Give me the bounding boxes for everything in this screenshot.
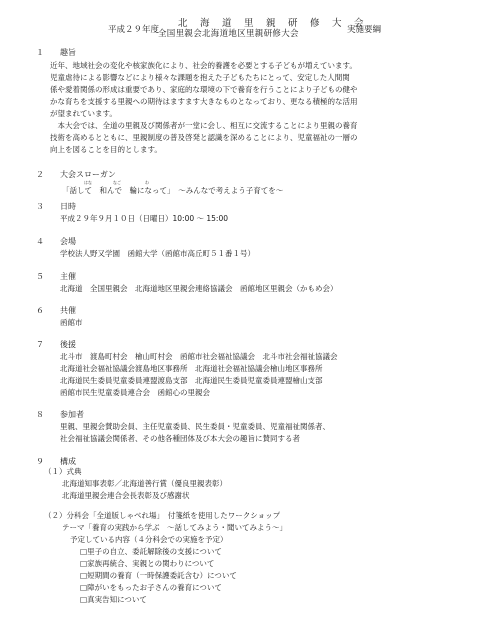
workshop-topic: □短期間の養育（一時保護委託含む）について [80,571,237,580]
section-4-title: 会場 [60,237,76,246]
section-7-title: 後援 [60,340,76,349]
section-1-title: 趣旨 [60,48,76,57]
workshop-topic: □障がいをもったお子さんの養育について [80,583,222,592]
section-1-line: 向上を図ることを目的とします。 [50,145,162,154]
ceremony-line: 北海道知事表彰／北海道善行賞（優良里親表彰） [62,479,227,488]
organizers: 北海道 全国里親会 北海道地区里親会連絡協議会 函館地区里親会（かもめ会） [60,284,338,293]
sponsor-line: 函館市民生児童委員連合会 函館心の里親会 [60,388,210,397]
slogan-ruby-nago: なご [113,180,121,185]
section-1-line: 近年、地域社会の変化や核家族化により、社会的養護を必要とする子どもが増えています。 [50,61,357,70]
section-2-title: 大会スローガン [60,170,116,179]
section-5-title: 主催 [60,272,76,281]
fiscal-year: 平成２９年度 [108,25,160,35]
subsection-1-label: （１）式典 [44,467,82,476]
section-6-title: 共催 [60,306,76,315]
section-4-number: ４ [36,237,44,246]
document-title: 北 海 道 里 親 研 修 大 会 [178,18,366,29]
participants-line: 社会福祉協議会関係者、その他各種団体及び本大会の趣旨に賛同する者 [60,434,300,443]
section-9-number: ９ [36,457,44,466]
workshop-topic: □家族再統合、実親との関わりについて [80,559,215,568]
section-1-line: 児童虐待による影響などにより様々な課題を抱えた子どもたちにとって、安定した人間関 [50,73,350,82]
section-1-line: が望まれています。 [50,109,117,118]
sponsor-line: 北海道民生委員児童委員連盟渡島支部 北海道民生委員児童委員連盟檜山支部 [60,376,323,385]
event-date: 平成２９年９月１０日（日曜日）10:00 ～ 15:00 [60,214,228,223]
workshop-topic: □里子の自立、委託解除後の支援について [80,547,222,556]
subsection-2-label: （２）分科会「全道版しゃべれ場」 付箋紙を使用したワークショップ [44,511,281,520]
workshop-topic: □真実告知について [80,595,147,604]
section-9-title: 構成 [60,457,76,466]
venue: 学校法人野又学園 函館大学（函館市高丘町５１番１号） [60,249,255,258]
section-1-line: 技術を高めるとともに、里親制度の普及啓発と認識を深めることにより、児童福祉の一層の [50,133,358,142]
section-3-title: 日時 [60,202,76,211]
sponsor-line: 北斗市 渡島町村会 檜山町村会 函館市社会福祉協議会 北斗市社会福祉協議会 [60,352,338,361]
section-1-line: 係や愛着関係の形成は重要であり、家庭的な環境の下で養育を行うことにより子どもの健や [50,85,358,94]
section-5-number: ５ [36,272,44,281]
slogan-ruby-wa: わ [145,180,149,185]
section-1-line: 本大会では、全道の里親及び関係者が一堂に会し、相互に交流することにより里親の養育 [50,121,358,130]
sponsor-line: 北海道社会福祉協議会渡島地区事務所 北海道社会福祉協議会檜山地区事務所 [60,364,323,373]
section-8-title: 参加者 [60,410,84,419]
ceremony-line: 北海道里親会連合会長表彰及び感謝状 [62,491,190,500]
section-1-number: １ [36,48,44,57]
section-6-number: ６ [36,306,44,315]
participants-line: 里親、里親会賛助会員、主任児童委員、民生委員・児童委員、児童福祉関係者、 [60,422,330,431]
document-subtitle: 全国里親会北海道地区里親研修大会 [158,29,299,39]
section-1-line: かな育ちを支援する里親への期待はますます大きなものとなっており、更なる積極的な活用 [50,97,358,106]
section-3-number: ３ [36,202,44,211]
slogan-ruby-hana: はな [84,180,92,185]
workshop-intro: 予定している内容（４分科会での実施を予定） [70,535,228,544]
workshop-theme: テーマ「養育の実践から学ぶ ～話してみよう・聞いてみよう～」 [62,523,287,532]
section-8-number: ８ [36,410,44,419]
co-organizer: 函館市 [60,318,83,327]
slogan-text: 「話して 和んで 輪になって」 ～みんなで考えよう子育てを～ [62,186,284,195]
section-7-number: ７ [36,340,44,349]
section-2-number: ２ [36,170,44,179]
document-type-label: 実施要綱 [347,25,382,35]
